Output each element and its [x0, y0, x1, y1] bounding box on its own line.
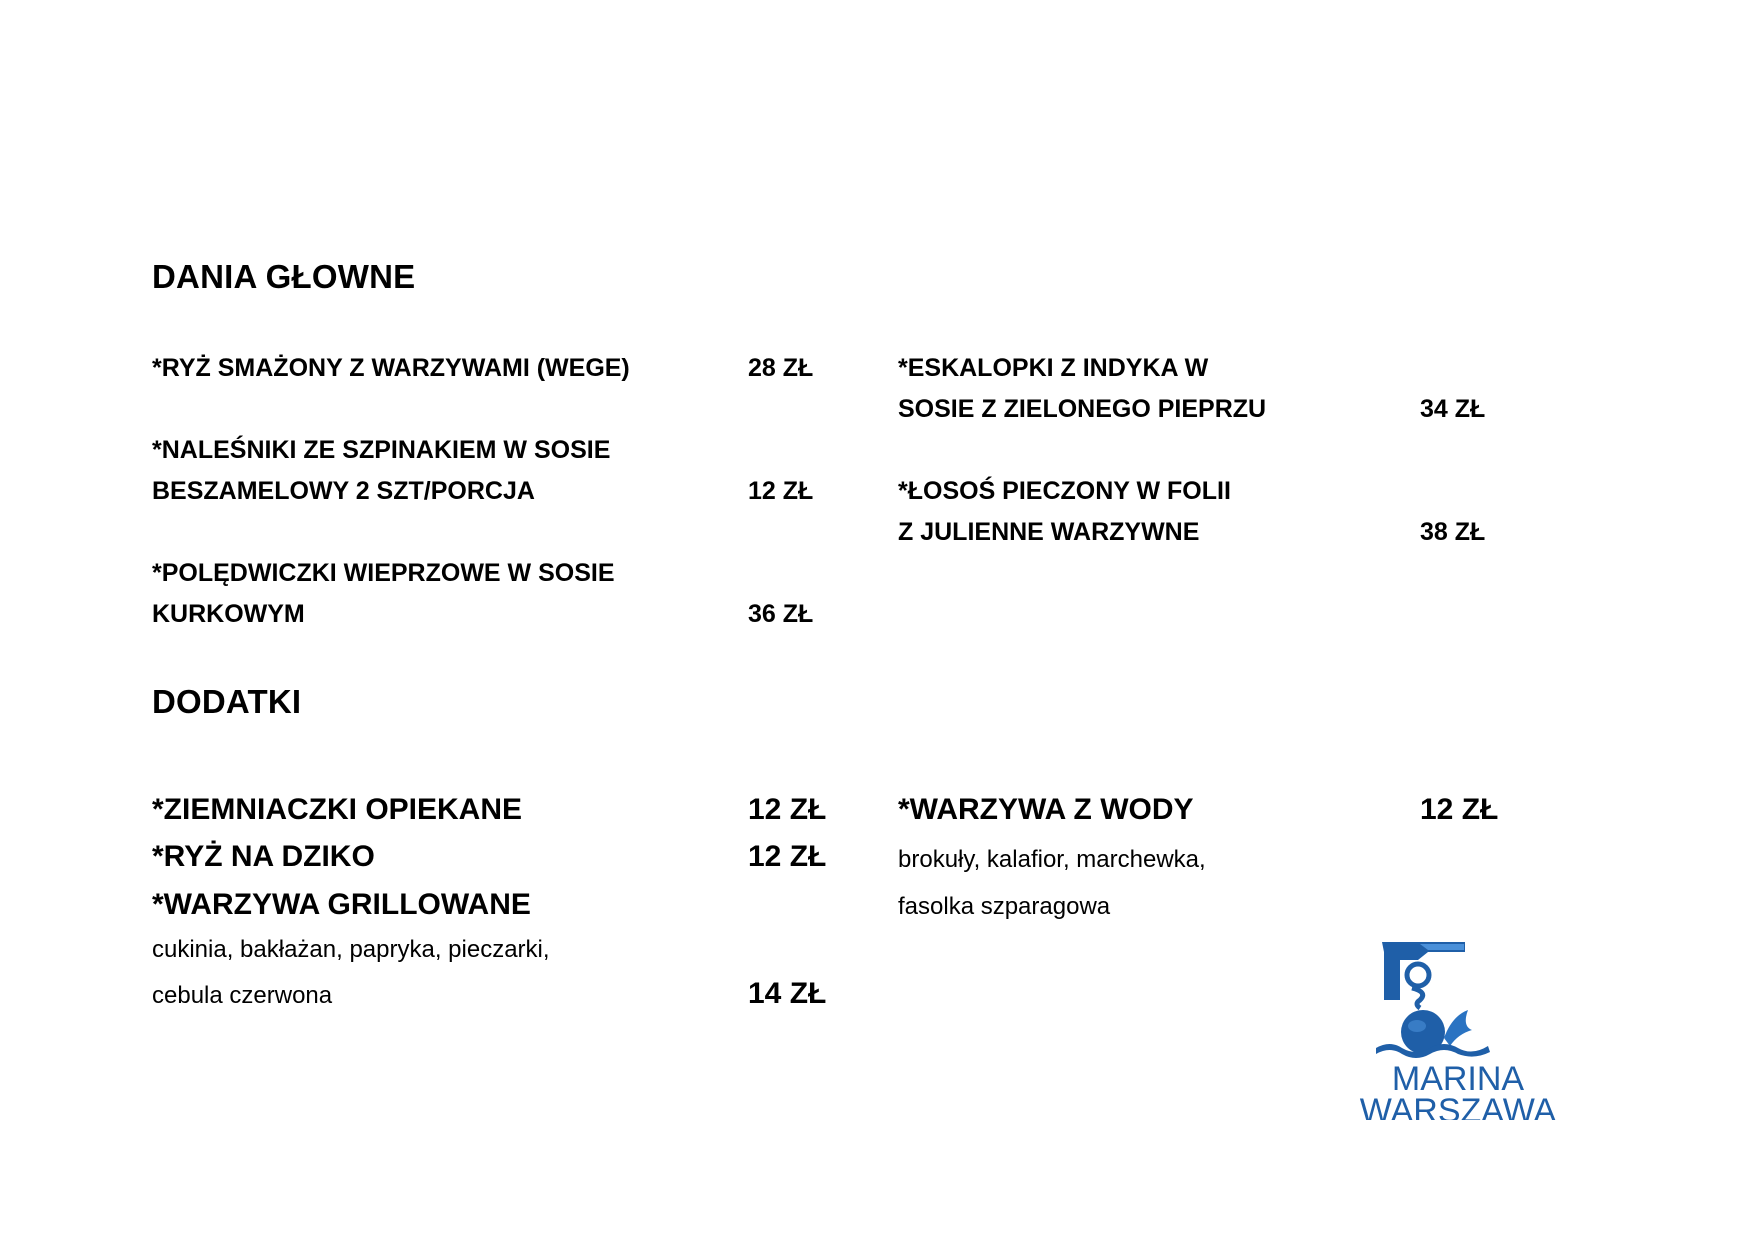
logo-emblem-icon	[1340, 930, 1580, 1120]
dish-price: 34 ZŁ	[1420, 395, 1486, 423]
dish-name: *ŁOSOŚ PIECZONY W FOLII	[898, 477, 1231, 505]
side-price: 14 ZŁ	[748, 977, 827, 1010]
side-description: cebula czerwona	[152, 982, 333, 1009]
side-name: *ZIEMNIACZKI OPIEKANE	[152, 793, 523, 826]
dish-name: BESZAMELOWY 2 SZT/PORCJA	[152, 477, 535, 505]
sides-title: DODATKI	[152, 683, 302, 720]
dish-price: 12 ZŁ	[748, 477, 814, 505]
side-price: 12 ZŁ	[748, 840, 827, 873]
dish-price: 36 ZŁ	[748, 600, 814, 628]
side-description: cukinia, bakłażan, papryka, pieczarki,	[152, 936, 550, 963]
dish-name: *POLĘDWICZKI WIEPRZOWE W SOSIE	[152, 559, 615, 587]
side-description: brokuły, kalafior, marchewka,	[898, 846, 1206, 873]
logo-line2: WARSZAWA	[1359, 1092, 1557, 1120]
dish-name: KURKOWYM	[152, 600, 305, 628]
dish-name: Z JULIENNE WARZYWNE	[898, 518, 1200, 546]
main-courses-title: DANIA GŁOWNE	[152, 258, 416, 295]
logo-line1: MARINA	[1391, 1060, 1525, 1098]
dish-name: SOSIE Z ZIELONEGO PIEPRZU	[898, 395, 1267, 423]
dish-name: *NALEŚNIKI ZE SZPINAKIEM W SOSIE	[152, 436, 611, 464]
dish-price: 38 ZŁ	[1420, 518, 1486, 546]
dish-name: *RYŻ SMAŻONY Z WARZYWAMI (WEGE)	[152, 354, 630, 382]
side-price: 12 ZŁ	[1420, 793, 1499, 826]
dish-name: *ESKALOPKI Z INDYKA W	[898, 354, 1209, 382]
dish-price: 28 ZŁ	[748, 354, 814, 382]
side-name: *WARZYWA Z WODY	[898, 793, 1194, 826]
side-description: fasolka szparagowa	[898, 893, 1111, 920]
side-name: *RYŻ NA DZIKO	[152, 840, 375, 873]
marina-warszawa-logo	[1340, 930, 1580, 1120]
side-name: *WARZYWA GRILLOWANE	[152, 888, 531, 921]
side-price: 12 ZŁ	[748, 793, 827, 826]
